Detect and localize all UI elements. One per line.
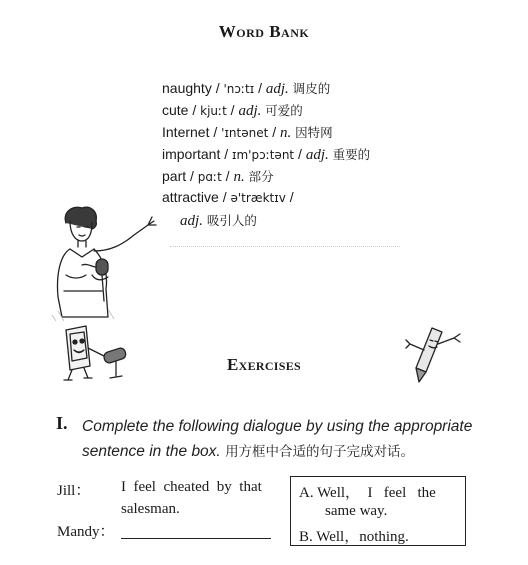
part-of-speech: adj. (238, 103, 262, 119)
option-a-text-1: Well， I feel the (317, 485, 436, 501)
decorative-dotted-line (170, 246, 400, 247)
word-entry-cute: cute / kjuːt / adj. 可爱的 (162, 102, 303, 119)
meaning: 吸引人的 (206, 213, 257, 228)
meaning: 部分 (248, 169, 274, 184)
word-entry-internet: Internet / 'ɪntənet / n. 因特网 (162, 124, 333, 141)
option-a-label: A. (299, 485, 314, 501)
exercises-title: Exercises (226, 355, 302, 374)
word: part (162, 168, 187, 184)
phonetic: ɪm'pɔːtənt (232, 148, 295, 162)
part-of-speech: adj. (305, 147, 329, 163)
instruction-chinese: 用方框中合适的句子完成对话。 (225, 444, 415, 460)
word-entry-part: part / pɑːt / n. 部分 (162, 168, 274, 185)
section-number: I. (56, 413, 68, 433)
phonetic: pɑːt (197, 170, 222, 184)
word: Internet (162, 124, 210, 140)
option-b-text: Well，nothing. (316, 529, 409, 545)
option-b-label: B. (299, 529, 313, 545)
word: important (162, 146, 221, 162)
word: cute (162, 102, 189, 118)
phonetic: kjuːt (200, 104, 227, 118)
part-of-speech: adj. (180, 213, 203, 229)
option-a-text-2: same way. (325, 503, 388, 519)
word: naughty (162, 80, 212, 96)
instruction-english: Complete the following dialogue by using the appropriate sentence in the box. (82, 418, 473, 460)
option-b (299, 525, 409, 546)
part-of-speech: adj. (265, 81, 289, 97)
word-bank-title: Word Bank (218, 22, 310, 41)
phonetic: 'ɪntənet (221, 126, 269, 140)
jill-line-2: salesman. (121, 501, 180, 517)
word-entry-attractive-cont (180, 211, 257, 230)
meaning: 重要的 (332, 147, 371, 162)
phonetic: 'nɔːtɪ (223, 82, 255, 96)
word: attractive (162, 189, 219, 205)
part-of-speech: n. (279, 125, 292, 141)
speaker-mandy: Mandy： (57, 524, 115, 540)
speaker-jill: Jill： (57, 483, 91, 499)
answer-blank[interactable] (121, 538, 271, 539)
meaning: 可爱的 (265, 103, 303, 118)
word-entry-attractive: attractive / ə'træktɪv / (162, 189, 294, 205)
instruction (82, 414, 502, 465)
phonetic: ə'træktɪv (230, 191, 286, 205)
woman-speaker-illustration (52, 205, 162, 325)
meaning: 因特网 (295, 125, 333, 140)
word-entry-important: important / ɪm'pɔːtənt / adj. 重要的 (162, 146, 371, 163)
word-entry-naughty: naughty / 'nɔːtɪ / adj. 调皮的 (162, 80, 331, 97)
part-of-speech: n. (233, 169, 245, 185)
jill-line-1: I feel cheated by that (121, 479, 262, 495)
meaning: 调皮的 (292, 81, 331, 96)
option-a (299, 481, 436, 502)
